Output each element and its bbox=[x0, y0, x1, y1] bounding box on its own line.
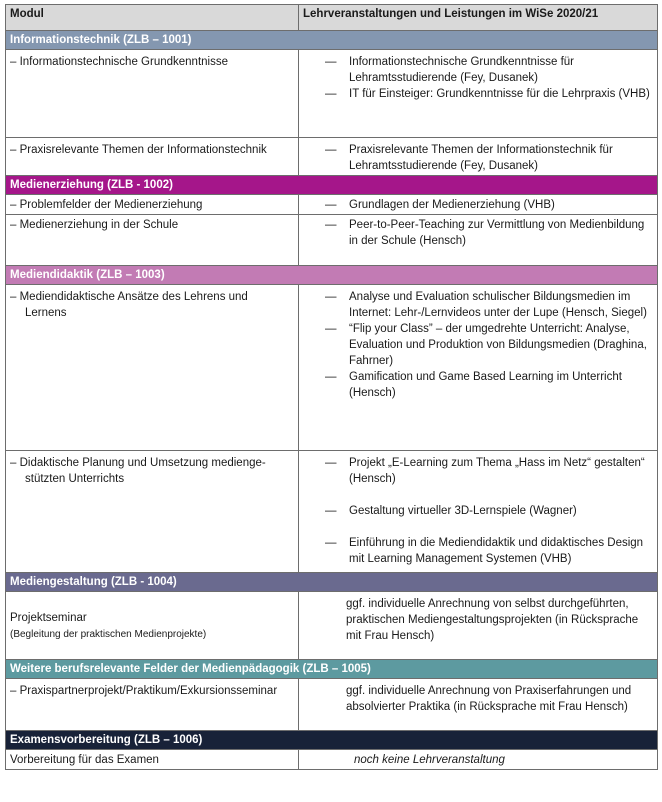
table-row bbox=[6, 195, 658, 215]
module-cell: Vorbereitung für das Examen bbox=[6, 750, 299, 770]
courses-cell bbox=[299, 215, 658, 266]
course-item: — Peer-to-Peer-Teaching zur Vermittlung von Medienbildung in der Schule (Hensch) bbox=[325, 219, 645, 247]
section-title: Informationstechnik (ZLB – 1001) bbox=[6, 31, 658, 50]
module-table bbox=[5, 4, 658, 770]
section-title: Medienerziehung (ZLB - 1002) bbox=[6, 176, 658, 195]
course-item: — IT für Einsteiger: Grundkenntnisse für die Lehrpraxis (VHB) bbox=[325, 88, 650, 100]
table-row bbox=[6, 750, 658, 770]
course-item: — Einführung in die Mediendidaktik und didaktisches Design mit Learning Management Systemen (VHB) bbox=[325, 537, 644, 565]
header-courses: Lehrveranstaltungen und Leistungen im WiSe 2020/21 bbox=[299, 5, 658, 31]
section-title: Mediengestaltung (ZLB - 1004) bbox=[6, 573, 658, 592]
module-cell: – Informationstechnische Grundkenntnisse bbox=[6, 50, 299, 138]
table-row bbox=[6, 451, 658, 573]
section-informationstechnik bbox=[6, 31, 658, 50]
section-title: Examensvorbereitung (ZLB – 1006) bbox=[6, 731, 658, 750]
table-row bbox=[6, 592, 658, 660]
courses-cell: noch keine Lehrveranstaltung bbox=[299, 750, 658, 770]
module-cell: – Medienerziehung in der Schule bbox=[6, 215, 299, 266]
module-cell: Projektseminar (Begleitung der praktischen Medienprojekte) bbox=[6, 592, 299, 660]
module-cell: – Praxisrelevante Themen der Informationstechnik bbox=[6, 138, 299, 176]
section-mediengestaltung bbox=[6, 573, 658, 592]
courses-cell bbox=[299, 195, 658, 215]
course-item: — Grundlagen der Medienerziehung (VHB) bbox=[325, 199, 555, 211]
course-item: — Informationstechnische Grundkenntnisse für Lehramtsstudierende (Fey, Dusanek) bbox=[325, 56, 575, 84]
module-cell: – Problemfelder der Medienerziehung bbox=[6, 195, 299, 215]
table-row bbox=[6, 285, 658, 451]
module-cell: – Praxispartnerprojekt/Praktikum/Exkursionsseminar bbox=[6, 679, 299, 731]
course-item: — Gestaltung virtueller 3D-Lernspiele (Wagner) bbox=[325, 505, 577, 517]
course-item: — Projekt „E-Learning zum Thema „Hass im Netz“ gestalten“ (Hensch) bbox=[325, 457, 645, 485]
header-row bbox=[6, 5, 658, 31]
module-cell: – Didaktische Planung und Umsetzung medienge- stützten Unterrichts bbox=[6, 451, 299, 573]
section-examensvorbereitung bbox=[6, 731, 658, 750]
header-module: Modul bbox=[6, 5, 299, 31]
courses-cell: ggf. individuelle Anrechnung von Praxiserfahrungen und absolvierter Praktika (in Rücksprache mit Frau Hensch) bbox=[299, 679, 658, 731]
section-title: Mediendidaktik (ZLB – 1003) bbox=[6, 266, 658, 285]
section-weitere-felder bbox=[6, 660, 658, 679]
section-title: Weitere berufsrelevante Felder der Medienpädagogik (ZLB – 1005) bbox=[6, 660, 658, 679]
courses-cell bbox=[299, 285, 658, 451]
course-item: — Analyse und Evaluation schulischer Bildungsmedien im Internet: Lehr-/Lernvideos unter der Lupe (Hensch, Siegel) bbox=[325, 291, 647, 319]
table-row bbox=[6, 138, 658, 176]
course-item: — “Flip your Class” – der umgedrehte Unterricht: Analyse, Evaluation und Produktion von Bildungsmedien (Draghina, Fahrner) bbox=[325, 323, 647, 367]
courses-cell bbox=[299, 451, 658, 573]
section-mediendidaktik bbox=[6, 266, 658, 285]
table-row bbox=[6, 50, 658, 138]
module-cell: – Mediendidaktische Ansätze des Lehrens und Lernens bbox=[6, 285, 299, 451]
course-item: — Gamification und Game Based Learning im Unterricht (Hensch) bbox=[325, 371, 622, 399]
table-row bbox=[6, 679, 658, 731]
course-item: — Praxisrelevante Themen der Informationstechnik für Lehramtsstudierende (Fey, Dusanek) bbox=[325, 144, 613, 172]
courses-cell bbox=[299, 50, 658, 138]
section-medienerziehung bbox=[6, 176, 658, 195]
table-row bbox=[6, 215, 658, 266]
courses-cell bbox=[299, 138, 658, 176]
courses-cell: ggf. individuelle Anrechnung von selbst durchgeführten, praktischen Mediengestaltungsprojekten (in Rücksprache mit Frau Hensch) bbox=[299, 592, 658, 660]
